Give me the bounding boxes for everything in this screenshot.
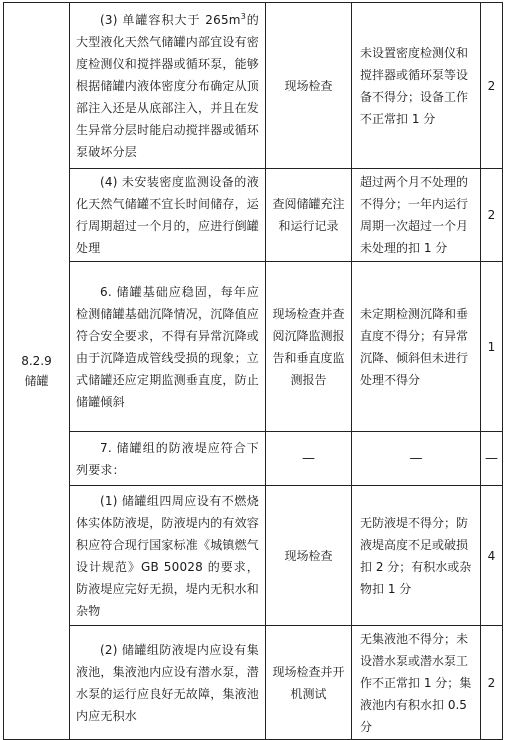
item-name: 储罐 <box>24 374 49 388</box>
content-cell <box>70 626 266 740</box>
method-cell: — <box>266 432 352 486</box>
content-cell <box>70 486 266 626</box>
method-cell: 现场检查并开机测试 <box>266 626 352 740</box>
scoring-cell: 未设置密度检测仪和搅拌器或循环泵等设备不得分；设备工作不正常扣 1 分 <box>352 3 481 169</box>
method-cell: 查阅储罐充注和运行记录 <box>266 169 352 262</box>
content-cell <box>70 432 266 486</box>
points-cell: 2 <box>481 169 503 262</box>
points-cell: 2 <box>481 3 503 169</box>
requirement-text: (4) 未安装密度监测设备的液化天然气储罐不宜长时间储存，运行周期超过一个月的，应进行倒罐处理 <box>76 175 260 255</box>
scoring-cell: 超过两个月不处理的不得分；一年内运行周期一次超过一个月未处理的扣 1 分 <box>352 169 481 262</box>
table-row <box>4 432 503 486</box>
requirement-text: (3) 单罐容积大于 $265m^3$的大型液化天然气储罐内部宜设有密度检测仪和搅拌器或循环泵，能够根据储罐内液体密度分布确定从顶部注入还是从底部注入，并且在发生异常分层时能启动搅拌器或循环泵破坏分层 <box>76 11 260 159</box>
table-row <box>4 169 503 262</box>
content-cell <box>70 262 266 432</box>
points-cell: 4 <box>481 486 503 626</box>
scoring-cell: 无集液池不得分；未设潜水泵或潜水泵工作不正常扣 1 分；集液池内有积水扣 0.5 分 <box>352 626 481 740</box>
inspection-standard-table <box>3 2 503 740</box>
content-cell <box>70 3 266 169</box>
method-cell: 现场检查 <box>266 3 352 169</box>
method-cell: 现场检查 <box>266 486 352 626</box>
scoring-cell: 无防液堤不得分；防液堤高度不足或破损扣 2 分；有积水或杂物扣 1 分 <box>352 486 481 626</box>
method-cell: 现场检查并查阅沉降监测报告和垂直度监测报告 <box>266 262 352 432</box>
table-row <box>4 3 503 169</box>
content-cell <box>70 169 266 262</box>
table-row <box>4 262 503 432</box>
table-row <box>4 626 503 740</box>
points-cell: — <box>481 432 503 486</box>
table-row <box>4 486 503 626</box>
requirement-text: 7. 储罐组的防液堤应符合下列要求： <box>76 440 259 477</box>
requirement-text: (2) 储罐组防液堤内应设有集液池，集液池内应设有潜水泵，潜水泵的运行应良好无故障，集液池内应无积水 <box>76 642 260 723</box>
scoring-cell: 未定期检测沉降和垂直度不得分；有异常沉降、倾斜但未进行处理不得分 <box>352 262 481 432</box>
points-cell: 1 <box>481 262 503 432</box>
requirement-text: (1) 储罐组四周应设有不燃烧体实体防液堤，防液堤内的有效容积应符合现行国家标准《城镇燃气设计规范》GB 50028 的要求，防液堤应完好无损，堤内无积水和杂物 <box>76 493 260 618</box>
requirement-text: 6. 储罐基础应稳固，每年应检测储罐基础沉降情况，沉降值应符合安全要求，不得有异常沉降或由于沉降造成管线受损的现象；立式储罐还应定期监测垂直度，防止储罐倾斜 <box>76 284 260 409</box>
item-cell <box>4 3 70 740</box>
item-code: 8.2.9 <box>21 354 52 368</box>
scoring-cell: — <box>352 432 481 486</box>
points-cell: 2 <box>481 626 503 740</box>
